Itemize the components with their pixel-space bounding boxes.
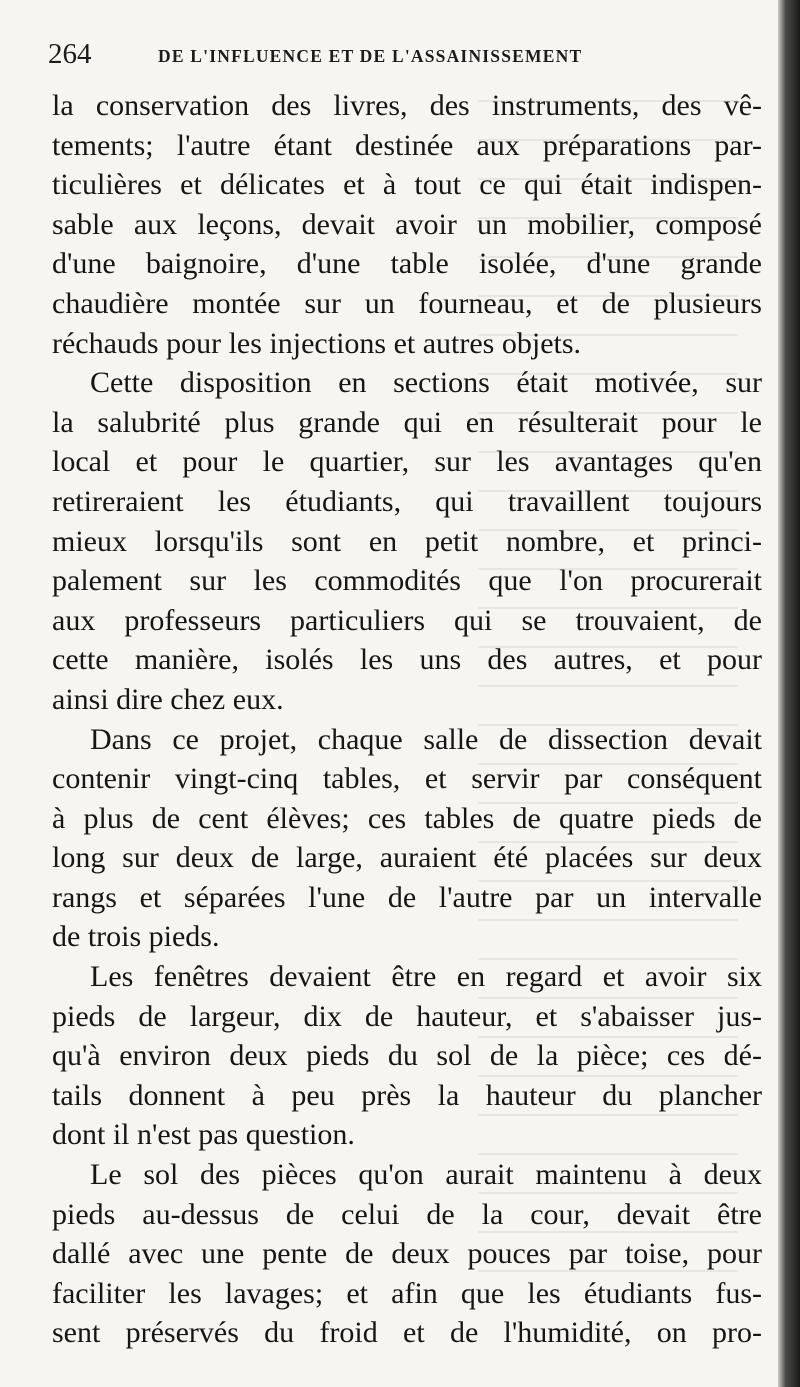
text-line: Dans ce projet, chaque salle de dissection devait [90,722,762,756]
text-line: Le sol des pièces qu'on aurait maintenu à deux [90,1158,762,1192]
text-line: Cette disposition en sections était motivée, sur [90,366,762,400]
text-line: tements; l'autre étant destinée aux préparations par- [52,128,762,162]
text-line: long sur deux de large, auraient été placées sur deux [52,841,762,875]
text-line: faciliter les lavages; et afin que les étudiants fus- [52,1276,762,1310]
text-line: dallé avec une pente de deux pouces par toise, pour [52,1237,762,1271]
text-line: local et pour le quartier, sur les avantages qu'en [52,445,762,479]
text-line: rangs et séparées l'une de l'autre par un intervalle [52,880,762,914]
text-line: la conservation des livres, des instruments, des vê- [52,89,762,122]
paragraph-3 [52,720,762,958]
text-line: de trois pieds. [52,920,220,954]
book-binding-edge [778,0,800,1387]
text-line: la salubrité plus grande qui en résulterait pour le [52,405,762,439]
text-line: palement sur les commodités que l'on procurerait [52,564,762,598]
paragraph-4 [52,957,762,1155]
text-line: chaudière montée sur un fourneau, et de plusieurs [52,286,762,320]
text-line: contenir vingt-cinq tables, et servir par conséquent [52,762,762,796]
text-line: pieds de largeur, dix de hauteur, et s'abaisser jus- [52,999,762,1033]
paragraph-2 [52,363,762,719]
text-line: aux professeurs particuliers qui se trouvaient, de [52,603,762,637]
text-line: dont il n'est pas question. [52,1118,355,1152]
text-line: mieux lorsqu'ils sont en petit nombre, et princi- [52,524,762,558]
text-line: tails donnent à peu près la hauteur du plancher [52,1078,762,1112]
text-line: sent préservés du froid et de l'humidité, on pro- [52,1316,762,1350]
text-line: ainsi dire chez eux. [52,682,284,716]
text-line: pieds au-dessus de celui de la cour, devait être [52,1197,762,1231]
page-number: 264 [48,38,92,70]
text-line: réchauds pour les injections et autres objets. [52,326,582,360]
paragraph-1 [52,86,762,363]
text-line: qu'à environ deux pieds du sol de la pièce; ces dé- [52,1039,762,1073]
page-header [48,34,768,74]
text-line: Les fenêtres devaient être en regard et avoir six [90,960,762,994]
running-title: DE L'INFLUENCE ET DE L'ASSAINISSEMENT [158,46,583,66]
paragraph-5 [52,1155,762,1353]
text-line: à plus de cent élèves; ces tables de quatre pieds de [52,801,762,835]
text-line: cette manière, isolés les uns des autres, et pour [52,643,762,677]
text-line: ticulières et délicates et à tout ce qui était indispen- [52,168,762,202]
body-text [52,86,762,1353]
text-line: retireraient les étudiants, qui travaillent toujours [52,484,762,518]
text-line: d'une baignoire, d'une table isolée, d'une grande [52,247,762,281]
text-line: sable aux leçons, devait avoir un mobilier, composé [52,207,762,241]
